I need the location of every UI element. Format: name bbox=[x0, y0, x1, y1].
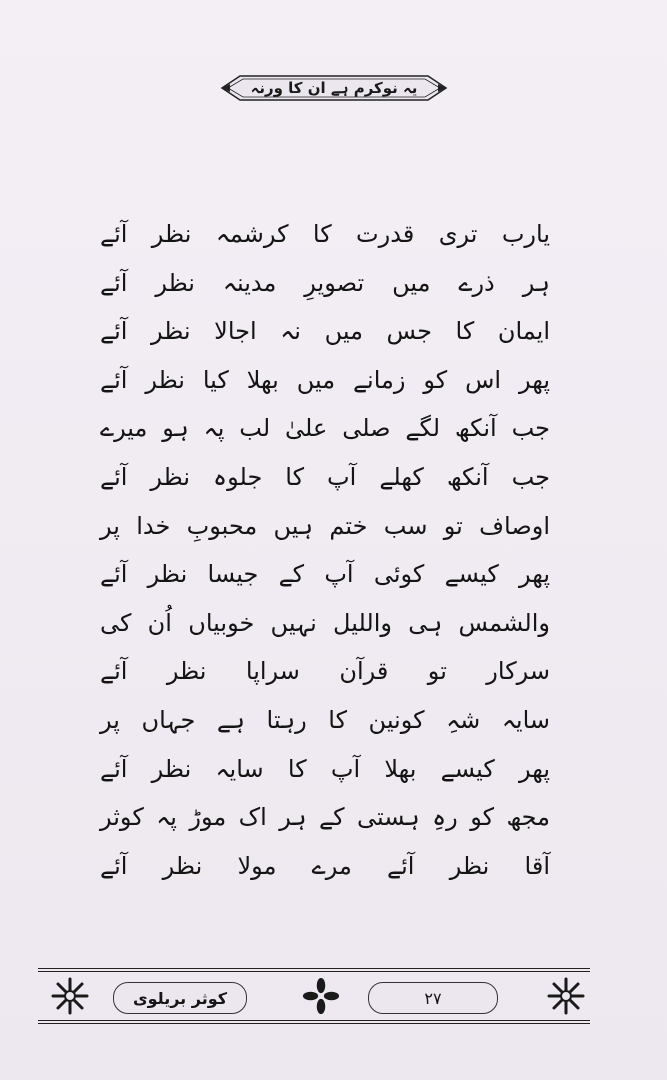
verse-line: والشمس ہی واللیل نہیں خوبیاں اُن کی bbox=[100, 608, 550, 637]
star-ornament-icon bbox=[546, 976, 586, 1016]
footer-bottom-rule-inner bbox=[38, 1020, 590, 1021]
verse-line: اوصاف تو سب ختم ہیں محبوبِ خدا پر bbox=[100, 511, 550, 540]
verse-line: ہر ذرے میں تصویرِ مدینہ نظر آئے bbox=[100, 268, 550, 297]
footer bbox=[38, 968, 590, 1026]
footer-top-rule-inner bbox=[38, 971, 590, 972]
verse-line: جب آنکھ کھلے آپ کا جلوہ نظر آئے bbox=[100, 462, 550, 491]
page-number: ۲۷ bbox=[368, 982, 498, 1014]
verse-line: پھر کیسے بھلا آپ کا سایہ نظر آئے bbox=[100, 754, 550, 783]
header-title: یہ نوکرم ہے ان کا ورنہ bbox=[250, 79, 418, 97]
author-name: کوثر بریلوی bbox=[113, 982, 247, 1014]
verse-line: ایمان کا جس میں نہ اجالا نظر آئے bbox=[100, 317, 550, 346]
verse-line: سایہ شہِ کونین کا رہتا ہے جہاں پر bbox=[100, 705, 550, 734]
verse-line: پھر اس کو زمانے میں بھلا کیا نظر آئے bbox=[100, 365, 550, 394]
verse-line: آقا نظر آئے مرے مولا نظر آئے bbox=[100, 851, 550, 880]
poem bbox=[100, 210, 550, 890]
verse-line: مجھ کو رہِ ہستی کے ہر اک موڑ پہ کوثر bbox=[100, 803, 550, 832]
header-banner bbox=[218, 70, 450, 106]
footer-top-rule bbox=[38, 968, 590, 969]
verse-line: پھر کیسے کوئی آپ کے جیسا نظر آئے bbox=[100, 560, 550, 589]
footer-bottom-rule bbox=[38, 1023, 590, 1024]
verse-line: یارب تری قدرت کا کرشمہ نظر آئے bbox=[100, 220, 550, 248]
flower-ornament-icon bbox=[302, 977, 340, 1015]
verse-line: سرکار تو قرآن سراپا نظر آئے bbox=[100, 657, 550, 686]
verse-line: جب آنکھ لگے صلی علیٰ لب پہ ہو میرے bbox=[100, 414, 550, 443]
star-ornament-icon bbox=[50, 976, 90, 1016]
